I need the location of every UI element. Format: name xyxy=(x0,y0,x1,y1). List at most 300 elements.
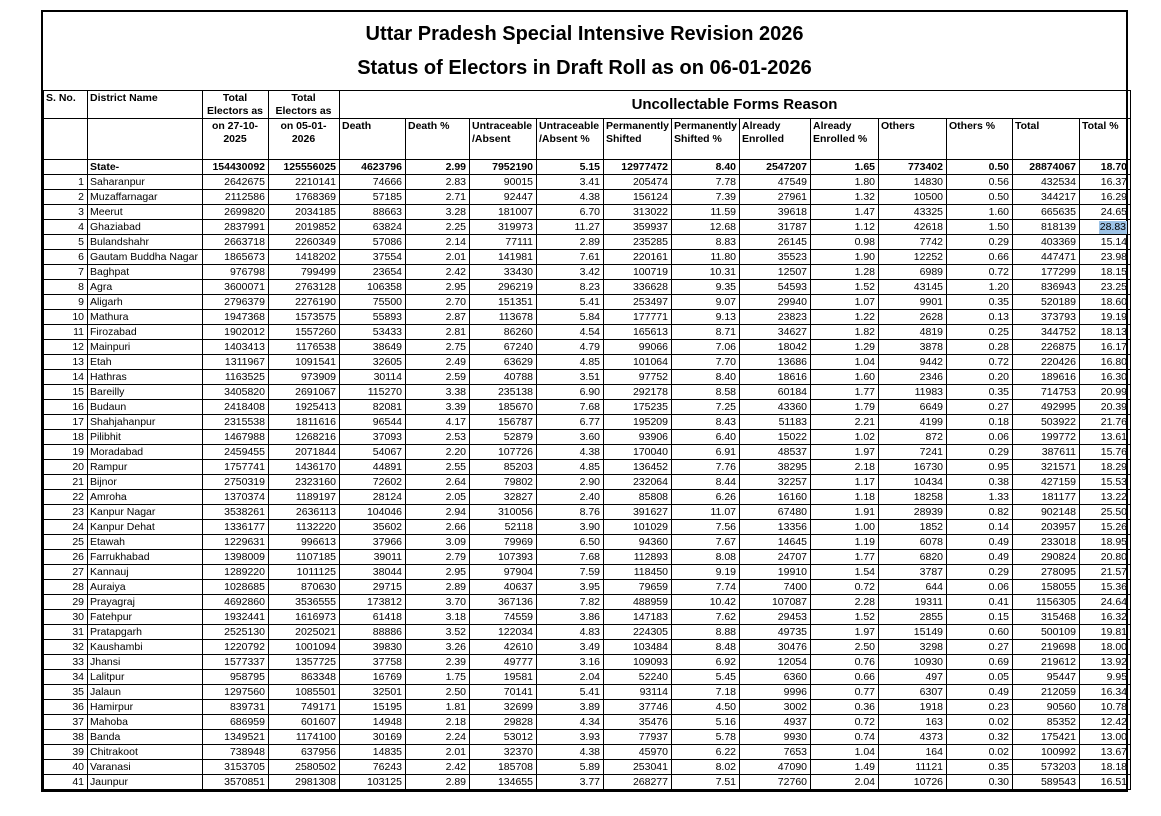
cell-value: 5.84 xyxy=(537,310,604,325)
cell-value: 35523 xyxy=(740,250,811,265)
cell-value: 2.21 xyxy=(811,415,879,430)
cell-value: 4819 xyxy=(879,325,947,340)
cell-value: 2071844 xyxy=(269,445,340,460)
cell-value: 40788 xyxy=(470,370,537,385)
cell-value: 2.89 xyxy=(406,580,470,595)
cell-value: 233018 xyxy=(1013,535,1080,550)
cell-value: 13.00 xyxy=(1080,730,1131,745)
cell-value: 24707 xyxy=(740,550,811,565)
cell-value: 1398009 xyxy=(203,550,269,565)
cell-value: 1925413 xyxy=(269,400,340,415)
cell-value: 3.60 xyxy=(537,430,604,445)
cell-value: 3.90 xyxy=(537,520,604,535)
cell-value: 67480 xyxy=(740,505,811,520)
cell-value: 6.40 xyxy=(672,430,740,445)
cell-value: 10434 xyxy=(879,475,947,490)
cell-value: 29940 xyxy=(740,295,811,310)
cell-value: 6649 xyxy=(879,400,947,415)
cell-value: 15.14 xyxy=(1080,235,1131,250)
table-row xyxy=(44,595,1131,610)
cell-value: 7.56 xyxy=(672,520,740,535)
cell-value: 97904 xyxy=(470,565,537,580)
cell-value: 177299 xyxy=(1013,265,1080,280)
cell-district: Kanpur Dehat xyxy=(88,520,203,535)
cell-sno: 30 xyxy=(44,610,88,625)
cell-value: 10.31 xyxy=(672,265,740,280)
cell-value: 21.76 xyxy=(1080,415,1131,430)
cell-sno: 39 xyxy=(44,745,88,760)
cell-value: 6.22 xyxy=(672,745,740,760)
cell-value: 1.17 xyxy=(811,475,879,490)
cell-value: 818139 xyxy=(1013,220,1080,235)
table-row xyxy=(44,535,1131,550)
cell-value: 122034 xyxy=(470,625,537,640)
cell-value: 86260 xyxy=(470,325,537,340)
cell-value: 37746 xyxy=(604,700,672,715)
cell-value: 9.07 xyxy=(672,295,740,310)
cell-value: 42618 xyxy=(879,220,947,235)
cell-value: 0.49 xyxy=(947,535,1013,550)
cell-value: 37093 xyxy=(340,430,406,445)
cell-value: 18042 xyxy=(740,340,811,355)
table-row xyxy=(44,220,1131,235)
cell-value: 367136 xyxy=(470,595,537,610)
cell-value: 39830 xyxy=(340,640,406,655)
cell-value: 836943 xyxy=(1013,280,1080,295)
cell-value: 5.41 xyxy=(537,685,604,700)
cell-value: 2.59 xyxy=(406,370,470,385)
cell-value: 0.06 xyxy=(947,580,1013,595)
cell-sno: 1 xyxy=(44,175,88,190)
cell-value: 5.45 xyxy=(672,670,740,685)
cell-value: 15195 xyxy=(340,700,406,715)
cell-value: 16.37 xyxy=(1080,175,1131,190)
cell-value: 8.76 xyxy=(537,505,604,520)
cell-value: 2636113 xyxy=(269,505,340,520)
cell-value: 2.55 xyxy=(406,460,470,475)
cell-sno: 26 xyxy=(44,550,88,565)
cell-sno: 32 xyxy=(44,640,88,655)
cell-value: 3.52 xyxy=(406,625,470,640)
cell-value: 12054 xyxy=(740,655,811,670)
cell-value: 16.51 xyxy=(1080,775,1131,790)
cell-value: 77111 xyxy=(470,235,537,250)
cell-value: 4.17 xyxy=(406,415,470,430)
cell-value: 1091541 xyxy=(269,355,340,370)
cell-value: 996613 xyxy=(269,535,340,550)
cell-value: 16.30 xyxy=(1080,370,1131,385)
cell-value: 19581 xyxy=(470,670,537,685)
cell-value: 1.90 xyxy=(811,250,879,265)
table-row xyxy=(44,280,1131,295)
cell-value: 8.40 xyxy=(672,370,740,385)
cell-value: 6820 xyxy=(879,550,947,565)
cell-value: 103484 xyxy=(604,640,672,655)
cell-value: 1085501 xyxy=(269,685,340,700)
cell-value: 16.29 xyxy=(1080,190,1131,205)
cell-value: 226875 xyxy=(1013,340,1080,355)
cell-value: 1.80 xyxy=(811,175,879,190)
cell-value: 589543 xyxy=(1013,775,1080,790)
cell-value: 310056 xyxy=(470,505,537,520)
cell-value: 19311 xyxy=(879,595,947,610)
cell-value: 8.71 xyxy=(672,325,740,340)
cell-value: 902148 xyxy=(1013,505,1080,520)
cell-value: 49735 xyxy=(740,625,811,640)
cell-value: 106358 xyxy=(340,280,406,295)
cell-value: 1297560 xyxy=(203,685,269,700)
cell-value: 18.60 xyxy=(1080,295,1131,310)
cell-value: 665635 xyxy=(1013,205,1080,220)
cell-value: 11.07 xyxy=(672,505,740,520)
cell-value: 0.72 xyxy=(947,265,1013,280)
cell-value: 18.18 xyxy=(1080,760,1131,775)
cell-value: 10.78 xyxy=(1080,700,1131,715)
cell-value: 976798 xyxy=(203,265,269,280)
cell-value: 29453 xyxy=(740,610,811,625)
cell-value: 1.47 xyxy=(811,205,879,220)
table-row xyxy=(44,775,1131,790)
cell-value: 30476 xyxy=(740,640,811,655)
cell-district: Meerut xyxy=(88,205,203,220)
col-header-total-pct: Total % xyxy=(1080,119,1131,160)
cell-value: 100992 xyxy=(1013,745,1080,760)
cell-district: Jhansi xyxy=(88,655,203,670)
cell-value: 0.98 xyxy=(811,235,879,250)
cell-value: 33430 xyxy=(470,265,537,280)
col-header-others: Others xyxy=(879,119,947,160)
cell-value: 109093 xyxy=(604,655,672,670)
cell-value: 2.01 xyxy=(406,250,470,265)
cell-value: 0.13 xyxy=(947,310,1013,325)
cell-value: 11.27 xyxy=(537,220,604,235)
cell-value: 319973 xyxy=(470,220,537,235)
table-body xyxy=(44,160,1131,790)
cell-value: 1.79 xyxy=(811,400,879,415)
cell-value: 0.95 xyxy=(947,460,1013,475)
cell-value: 1.02 xyxy=(811,430,879,445)
cell-value: 1132220 xyxy=(269,520,340,535)
cell-value: 3.41 xyxy=(537,175,604,190)
cell-value: 9442 xyxy=(879,355,947,370)
cell-district: Etawah xyxy=(88,535,203,550)
col-header-already-enrolled: Already Enrolled xyxy=(740,119,811,160)
cell-value: 2.28 xyxy=(811,595,879,610)
cell-value: 37554 xyxy=(340,250,406,265)
cell-value: 2.94 xyxy=(406,505,470,520)
cell-value: 23823 xyxy=(740,310,811,325)
cell-value: 2.25 xyxy=(406,220,470,235)
cell-value: 32257 xyxy=(740,475,811,490)
cell-value: 19910 xyxy=(740,565,811,580)
col-header-total-electors-1: Total Electors as xyxy=(203,91,269,119)
cell-value: 141981 xyxy=(470,250,537,265)
cell-district: Firozabad xyxy=(88,325,203,340)
cell-value: 8.48 xyxy=(672,640,740,655)
cell-sno: 24 xyxy=(44,520,88,535)
table-row xyxy=(44,430,1131,445)
table-row xyxy=(44,685,1131,700)
cell-value: 57086 xyxy=(340,235,406,250)
cell-value: 0.20 xyxy=(947,370,1013,385)
cell-value: 3.95 xyxy=(537,580,604,595)
cell-value: 18258 xyxy=(879,490,947,505)
cell-value: 224305 xyxy=(604,625,672,640)
cell-district: Banda xyxy=(88,730,203,745)
cell-value: 115270 xyxy=(340,385,406,400)
cell-value: 4.54 xyxy=(537,325,604,340)
cell-value: 1.00 xyxy=(811,520,879,535)
cell-value: 45970 xyxy=(604,745,672,760)
cell-value: 185708 xyxy=(470,760,537,775)
cell-value: 0.41 xyxy=(947,595,1013,610)
table-row xyxy=(44,265,1131,280)
cell-value: 2459455 xyxy=(203,445,269,460)
cell-value: 5.15 xyxy=(537,160,604,175)
table-row xyxy=(44,700,1131,715)
cell-value: 3.39 xyxy=(406,400,470,415)
cell-value: 29715 xyxy=(340,580,406,595)
cell-value: 189616 xyxy=(1013,370,1080,385)
cell-value: 85203 xyxy=(470,460,537,475)
cell-value: 2.90 xyxy=(537,475,604,490)
cell-value: 12507 xyxy=(740,265,811,280)
cell-value: 1.82 xyxy=(811,325,879,340)
cell-value: 0.28 xyxy=(947,340,1013,355)
cell-value: 2.42 xyxy=(406,265,470,280)
cell-value: 0.72 xyxy=(811,715,879,730)
table-row xyxy=(44,760,1131,775)
cell-value: 19.19 xyxy=(1080,310,1131,325)
cell-value: 1.22 xyxy=(811,310,879,325)
cell-value: 359937 xyxy=(604,220,672,235)
table-row xyxy=(44,625,1131,640)
cell-value: 2.42 xyxy=(406,760,470,775)
cell-value: 1.65 xyxy=(811,160,879,175)
cell-value: 3.89 xyxy=(537,700,604,715)
col-header-permanently-shifted: Permanently Shifted xyxy=(604,119,672,160)
cell-value: 13.92 xyxy=(1080,655,1131,670)
cell-value: 2019852 xyxy=(269,220,340,235)
cell-sno: 18 xyxy=(44,430,88,445)
table-row xyxy=(44,520,1131,535)
cell-value: 1932441 xyxy=(203,610,269,625)
cell-value xyxy=(1080,220,1131,235)
cell-value: 1.77 xyxy=(811,550,879,565)
cell-value: 23.25 xyxy=(1080,280,1131,295)
cell-value: 61418 xyxy=(340,610,406,625)
cell-state-label: State- xyxy=(88,160,203,175)
cell-value: 1616973 xyxy=(269,610,340,625)
cell-value: 10500 xyxy=(879,190,947,205)
cell-value: 1001094 xyxy=(269,640,340,655)
cell-value: 16.34 xyxy=(1080,685,1131,700)
cell-value: 72602 xyxy=(340,475,406,490)
cell-value: 2663718 xyxy=(203,235,269,250)
cell-value: 158055 xyxy=(1013,580,1080,595)
cell-value: 3.42 xyxy=(537,265,604,280)
cell-value: 16769 xyxy=(340,670,406,685)
table-row xyxy=(44,460,1131,475)
cell-district: Pratapgarh xyxy=(88,625,203,640)
cell-value: 13356 xyxy=(740,520,811,535)
cell-value: 13.61 xyxy=(1080,430,1131,445)
cell-value: 0.05 xyxy=(947,670,1013,685)
cell-value: 9996 xyxy=(740,685,811,700)
cell-value: 2.39 xyxy=(406,655,470,670)
cell-value: 32370 xyxy=(470,745,537,760)
report-sheet xyxy=(41,10,1128,792)
col-header-untraceable: Untraceable /Absent xyxy=(470,119,537,160)
cell-value: 7.25 xyxy=(672,400,740,415)
cell-value: 6.50 xyxy=(537,535,604,550)
cell-value: 427159 xyxy=(1013,475,1080,490)
cell-value: 3153705 xyxy=(203,760,269,775)
cell-value: 373793 xyxy=(1013,310,1080,325)
cell-value: 2.79 xyxy=(406,550,470,565)
cell-value: 113678 xyxy=(470,310,537,325)
cell-value: 2.75 xyxy=(406,340,470,355)
cell-value: 520189 xyxy=(1013,295,1080,310)
cell-sno: 29 xyxy=(44,595,88,610)
cell-value: 3536555 xyxy=(269,595,340,610)
cell-value: 235138 xyxy=(470,385,537,400)
cell-value: 714753 xyxy=(1013,385,1080,400)
cell-value: 7952190 xyxy=(470,160,537,175)
cell-value: 403369 xyxy=(1013,235,1080,250)
cell-value: 1156305 xyxy=(1013,595,1080,610)
table-row xyxy=(44,670,1131,685)
cell-value: 29828 xyxy=(470,715,537,730)
cell-value: 28874067 xyxy=(1013,160,1080,175)
cell-value: 203957 xyxy=(1013,520,1080,535)
cell-value: 2628 xyxy=(879,310,947,325)
cell-value: 321571 xyxy=(1013,460,1080,475)
cell-value: 26145 xyxy=(740,235,811,250)
cell-district: Mathura xyxy=(88,310,203,325)
cell-value: 18.70 xyxy=(1080,160,1131,175)
cell-value: 7.67 xyxy=(672,535,740,550)
cell-value: 24.65 xyxy=(1080,205,1131,220)
cell-value: 0.29 xyxy=(947,235,1013,250)
cell-value: 2034185 xyxy=(269,205,340,220)
cell-sno: 13 xyxy=(44,355,88,370)
cell-value: 6.70 xyxy=(537,205,604,220)
cell-value: 0.35 xyxy=(947,295,1013,310)
cell-value: 7241 xyxy=(879,445,947,460)
cell-district: Fatehpur xyxy=(88,610,203,625)
cell-value: 96544 xyxy=(340,415,406,430)
cell-value: 4.83 xyxy=(537,625,604,640)
cell-value: 103125 xyxy=(340,775,406,790)
cell-value: 2.99 xyxy=(406,160,470,175)
cell-value: 60184 xyxy=(740,385,811,400)
cell-value: 488959 xyxy=(604,595,672,610)
cell-value: 1011125 xyxy=(269,565,340,580)
cell-value: 1.32 xyxy=(811,190,879,205)
cell-value: 391627 xyxy=(604,505,672,520)
cell-value: 6.91 xyxy=(672,445,740,460)
cell-value: 2.53 xyxy=(406,430,470,445)
cell-value: 6.77 xyxy=(537,415,604,430)
cell-value: 18616 xyxy=(740,370,811,385)
cell-value: 1418202 xyxy=(269,250,340,265)
cell-value: 11983 xyxy=(879,385,947,400)
cell-value: 2837991 xyxy=(203,220,269,235)
cell-value: 14645 xyxy=(740,535,811,550)
table-header xyxy=(44,91,1131,160)
cell-sno: 34 xyxy=(44,670,88,685)
cell-value: 118450 xyxy=(604,565,672,580)
cell-value: 1.60 xyxy=(947,205,1013,220)
cell-sno: 6 xyxy=(44,250,88,265)
cell-value: 12252 xyxy=(879,250,947,265)
cell-value: 16.32 xyxy=(1080,610,1131,625)
cell-value: 2981308 xyxy=(269,775,340,790)
cell-district: Saharanpur xyxy=(88,175,203,190)
cell-value: 296219 xyxy=(470,280,537,295)
cell-value: 497 xyxy=(879,670,947,685)
cell-value: 4.85 xyxy=(537,355,604,370)
cell-value: 2.50 xyxy=(406,685,470,700)
cell-value: 16.80 xyxy=(1080,355,1131,370)
cell-value: 54067 xyxy=(340,445,406,460)
cell-value: 104046 xyxy=(340,505,406,520)
cell-sno: 37 xyxy=(44,715,88,730)
cell-value: 432534 xyxy=(1013,175,1080,190)
cell-value: 156787 xyxy=(470,415,537,430)
header-row-1 xyxy=(44,91,1131,119)
cell-value: 6360 xyxy=(740,670,811,685)
cell-value: 12977472 xyxy=(604,160,672,175)
cell-value: 19.81 xyxy=(1080,625,1131,640)
cell-value: 0.49 xyxy=(947,550,1013,565)
cell-value: 55893 xyxy=(340,310,406,325)
cell-value: 35602 xyxy=(340,520,406,535)
cell-district: Baghpat xyxy=(88,265,203,280)
cell-sno: 11 xyxy=(44,325,88,340)
table-row xyxy=(44,580,1131,595)
cell-value: 1357725 xyxy=(269,655,340,670)
cell-value: 74666 xyxy=(340,175,406,190)
cell-value: 37966 xyxy=(340,535,406,550)
cell-district: Shahjahanpur xyxy=(88,415,203,430)
cell-value: 0.69 xyxy=(947,655,1013,670)
cell-value: 1577337 xyxy=(203,655,269,670)
cell-value: 99066 xyxy=(604,340,672,355)
cell-district: Rampur xyxy=(88,460,203,475)
cell-value: 1.50 xyxy=(947,220,1013,235)
cell-value: 0.82 xyxy=(947,505,1013,520)
cell-value: 0.77 xyxy=(811,685,879,700)
cell-value: 32699 xyxy=(470,700,537,715)
table-row xyxy=(44,490,1131,505)
cell-value: 2580502 xyxy=(269,760,340,775)
cell-district: Muzaffarnagar xyxy=(88,190,203,205)
col-header-sno: S. No. xyxy=(44,91,88,119)
cell-value: 9901 xyxy=(879,295,947,310)
cell-value: 1.04 xyxy=(811,355,879,370)
cell-value: 6307 xyxy=(879,685,947,700)
cell-value: 1174100 xyxy=(269,730,340,745)
electors-table xyxy=(43,90,1131,790)
cell-value: 43360 xyxy=(740,400,811,415)
cell-value: 125556025 xyxy=(269,160,340,175)
cell-value: 1220792 xyxy=(203,640,269,655)
cell-value: 8.23 xyxy=(537,280,604,295)
cell-sno: 25 xyxy=(44,535,88,550)
cell-value: 500109 xyxy=(1013,625,1080,640)
